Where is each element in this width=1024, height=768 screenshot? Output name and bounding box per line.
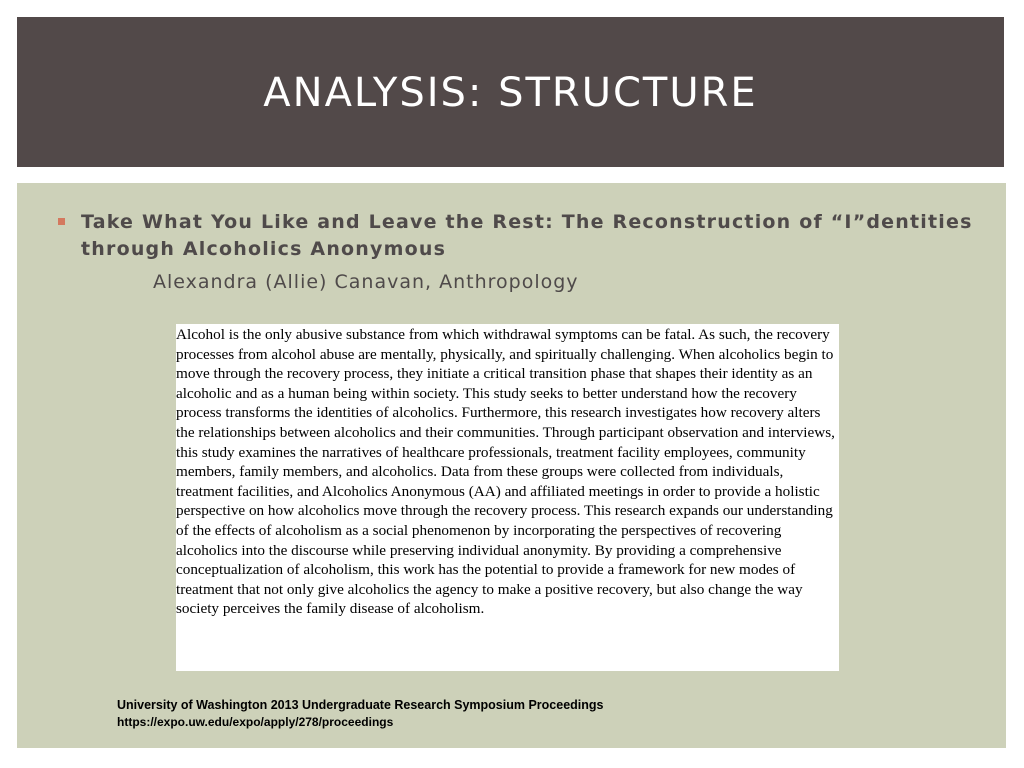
content-panel — [17, 183, 1006, 748]
title-band — [17, 17, 1004, 167]
bullet-heading: Take What You Like and Leave the Rest: The Reconstruction of “I”dentities through Alcoholics Anonymous — [81, 211, 973, 260]
footer-source: University of Washington 2013 Undergraduate Research Symposium Proceedings — [117, 698, 604, 712]
footer-url: https://expo.uw.edu/expo/apply/278/proceedings — [117, 715, 394, 729]
bullet-marker — [58, 218, 65, 225]
abstract-box — [176, 324, 839, 671]
author-line: Alexandra (Allie) Canavan, Anthropology — [153, 271, 579, 293]
abstract-text: Alcohol is the only abusive substance from which withdrawal symptoms can be fatal. As such, the recovery processes from alcohol abuse are mentally, physically, and spiritually challenging. When alcoholics begin to move through the recovery process, they initiate a critical transition phase that shapes their identity as an alcoholic and as a human being within society. This study seeks to better understand how the recovery process transforms the identities of alcoholics. Furthermore, this research investigates how recovery alters the relationships between alcoholics and their communities. Through participant observation and interviews, this study examines the narratives of healthcare professionals, treatment facility employees, community members, family members, and alcoholics. Data from these groups were collected from individuals, treatment facilities, and Alcoholics Anonymous (AA) and affiliated meetings in order to provide a holistic perspective on how alcoholics move through the recovery process. This research expands our understanding of the effects of alcoholism as a social phenomenon by incorporating the perspectives of recovering alcoholics into the discourse while preserving individual anonymity. By providing a comprehensive conceptualization of alcoholism, this work has the potential to provide a framework for new modes of treatment that not only give alcoholics the agency to make a positive recovery, but also change the way society perceives the family disease of alcoholism. — [176, 326, 835, 618]
slide-title: ANALYSIS: STRUCTURE — [263, 70, 758, 116]
